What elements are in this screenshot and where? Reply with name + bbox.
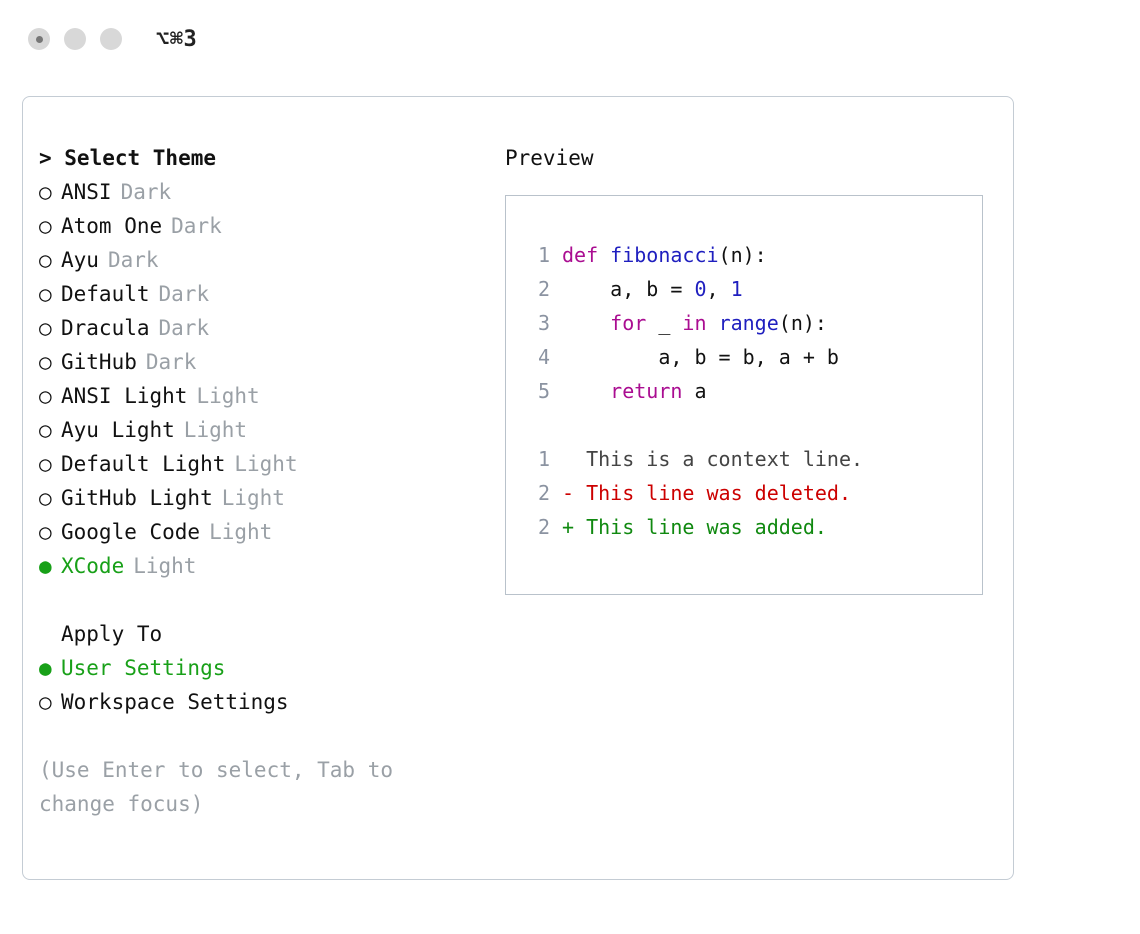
line-number: 3	[537, 311, 550, 335]
diff-text: + This line was added.	[562, 515, 827, 539]
code-text: a, b = 0, 1	[562, 277, 743, 301]
line-number: 4	[537, 345, 550, 369]
preview-box	[505, 195, 983, 595]
theme-option-github-light[interactable]	[39, 481, 483, 515]
line-number: 5	[537, 379, 550, 403]
theme-option-label: GitHub Light	[61, 486, 213, 510]
line-number: 1	[537, 243, 550, 267]
theme-option-ayu[interactable]	[39, 243, 483, 277]
keyboard-shortcut-label: ⌥⌘3	[156, 26, 198, 52]
apply-to-option-workspace-settings[interactable]	[39, 685, 483, 719]
theme-variant-label: Light	[209, 520, 273, 544]
theme-option-label: Atom One	[61, 214, 163, 238]
diff-sample	[528, 442, 982, 544]
theme-option-label: ANSI	[61, 180, 112, 204]
line-number: 2	[537, 277, 550, 301]
theme-variant-label: Light	[133, 554, 197, 578]
code-text: for _ in range(n):	[610, 311, 827, 335]
diff-text: - This line was deleted.	[562, 481, 851, 505]
diff-text: This is a context line.	[562, 447, 864, 471]
radio-icon: ○	[39, 316, 52, 340]
theme-option-label: Default	[61, 282, 150, 306]
theme-option-label: ANSI Light	[61, 384, 188, 408]
theme-variant-label: Light	[221, 486, 285, 510]
theme-option-ayu-light[interactable]	[39, 413, 483, 447]
code-text: return a	[610, 379, 707, 403]
title-bar	[0, 0, 1140, 78]
theme-variant-label: Dark	[120, 180, 172, 204]
diff-line	[528, 510, 982, 544]
window-controls	[28, 28, 122, 50]
window-dot-maximize[interactable]	[100, 28, 122, 50]
theme-variant-label: Light	[196, 384, 260, 408]
radio-icon: ○	[39, 180, 52, 204]
radio-selected-icon: ●	[39, 554, 52, 578]
diff-line	[528, 476, 982, 510]
keyboard-hint: (Use Enter to select, Tab to change focus)	[39, 758, 406, 816]
radio-icon: ○	[39, 452, 52, 476]
apply-to-option-label: Workspace Settings	[61, 690, 289, 714]
radio-icon: ○	[39, 384, 52, 408]
diff-line	[528, 442, 982, 476]
radio-icon: ○	[39, 418, 52, 442]
theme-option-label: GitHub	[61, 350, 137, 374]
apply-to-heading: Apply To	[61, 622, 163, 646]
radio-icon: ○	[39, 690, 52, 714]
theme-option-label: Ayu	[61, 248, 99, 272]
code-line	[528, 306, 982, 340]
theme-option-xcode[interactable]	[39, 549, 483, 583]
theme-list[interactable]	[39, 175, 483, 583]
line-number: 2	[537, 481, 550, 505]
code-sample	[528, 238, 982, 408]
line-number: 2	[537, 515, 550, 539]
theme-option-label: Default Light	[61, 452, 226, 476]
theme-option-ansi-light[interactable]	[39, 379, 483, 413]
preview-column	[483, 141, 1013, 821]
theme-variant-label: Light	[183, 418, 248, 442]
radio-icon: ○	[39, 520, 52, 544]
code-line	[528, 374, 982, 408]
theme-option-label: Google Code	[61, 520, 201, 544]
code-text: a, b = b, a + b	[562, 345, 839, 369]
radio-icon: ○	[39, 248, 52, 272]
theme-option-ansi[interactable]	[39, 175, 483, 209]
code-line	[528, 340, 982, 374]
apply-to-option-label: User Settings	[61, 656, 226, 680]
theme-option-label: Dracula	[61, 316, 150, 340]
theme-variant-label: Dark	[158, 282, 210, 306]
theme-variant-label: Dark	[171, 214, 222, 238]
theme-option-label: XCode	[61, 554, 125, 578]
line-number: 1	[537, 447, 550, 471]
code-line	[528, 272, 982, 306]
radio-selected-icon: ●	[39, 656, 52, 680]
theme-option-default-light[interactable]	[39, 447, 483, 481]
code-text: def fibonacci(n):	[562, 243, 767, 267]
preview-heading: Preview	[505, 146, 594, 170]
select-theme-heading: > Select Theme	[39, 146, 217, 170]
theme-option-google-code[interactable]	[39, 515, 483, 549]
theme-option-default[interactable]	[39, 277, 483, 311]
theme-variant-label: Light	[234, 452, 298, 476]
theme-option-github[interactable]	[39, 345, 483, 379]
theme-picker-panel	[22, 96, 1014, 880]
code-line	[528, 238, 982, 272]
radio-icon: ○	[39, 214, 52, 238]
apply-to-options[interactable]	[39, 651, 483, 719]
theme-option-label: Ayu Light	[61, 418, 175, 442]
theme-option-atom-one[interactable]	[39, 209, 483, 243]
radio-icon: ○	[39, 350, 52, 374]
radio-icon: ○	[39, 486, 52, 510]
theme-variant-label: Dark	[158, 316, 210, 340]
radio-icon: ○	[39, 282, 52, 306]
theme-list-column	[23, 141, 483, 821]
theme-variant-label: Dark	[107, 248, 159, 272]
theme-option-dracula[interactable]	[39, 311, 483, 345]
window-dot-close[interactable]	[28, 28, 50, 50]
window-dot-minimize[interactable]	[64, 28, 86, 50]
apply-to-option-user-settings[interactable]	[39, 651, 483, 685]
theme-variant-label: Dark	[145, 350, 197, 374]
